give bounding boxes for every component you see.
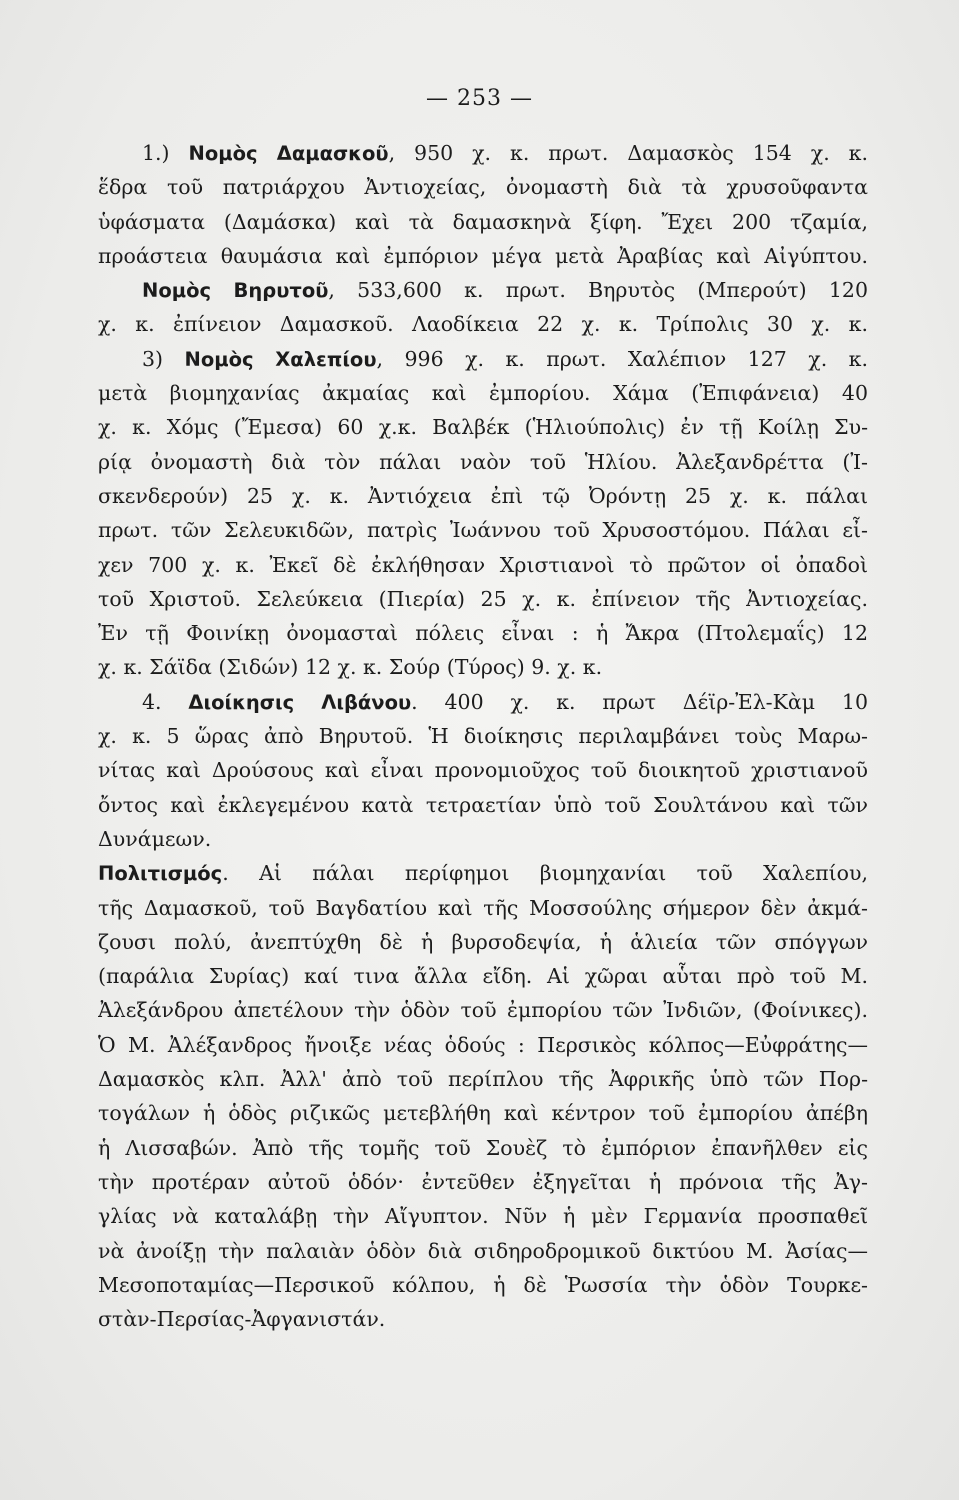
line-text: . 400 χ. κ. πρωτ Δέϊρ-Ἐλ-Κὰμ 10	[411, 689, 868, 714]
text-line	[98, 170, 868, 204]
text-line	[98, 1302, 868, 1336]
section-heading: Νομὸς Χαλεπίου	[184, 347, 377, 371]
line-text: ὄντος καὶ ἐκλεγεμένου κατὰ τετραετίαν ὑπὸ τοῦ Σουλτάνου καὶ τῶν	[98, 792, 868, 817]
text-line	[98, 891, 868, 925]
text-line	[98, 548, 868, 582]
text-line	[98, 342, 868, 376]
line-text: , 996 χ. κ. πρωτ. Χαλέπιον 127 χ. κ.	[376, 346, 868, 371]
line-text: χ. κ. Χόμς (Ἔμεσα) 60 χ.κ. Βαλβέκ (Ἡλιούπολις) ἐν τῇ Κοίλῃ Συ-	[98, 415, 868, 440]
line-text: , 950 χ. κ. πρωτ. Δαμασκὸς 154 χ. κ.	[388, 141, 868, 165]
line-text: χεν 700 χ. κ. Ἐκεῖ δὲ ἐκλήθησαν Χριστιανοὶ τὸ πρῶτον οἱ ὀπαδοὶ	[98, 552, 868, 577]
text-line	[98, 1096, 868, 1130]
text-line	[98, 205, 868, 239]
section-heading: Νομὸς Δαμασκοῦ	[188, 142, 389, 165]
text-line	[98, 685, 868, 719]
line-text: Ὁ Μ. Ἀλέξανδρος ἤνοιξε νέας ὁδούς : Περσικὸς κόλπος—Εὐφράτης—	[98, 1032, 868, 1057]
text-line	[98, 1131, 868, 1165]
page-number: — 253 —	[426, 86, 533, 111]
line-text: τογάλων ἡ ὁδὸς ριζικῶς μετεβλήθη καὶ κέντρον τοῦ ἐμπορίου ἀπέβη	[98, 1101, 868, 1126]
line-text: νίτας καὶ Δρούσους καὶ εἶναι προνομιοῦχος τοῦ διοικητοῦ χριστιανοῦ	[98, 758, 868, 783]
text-line	[98, 650, 868, 684]
line-text: Ἐν τῇ Φοινίκῃ ὀνομασταὶ πόλεις εἶναι : ἡ Ἄκρα (Πτολεμαΐς) 12	[98, 621, 868, 646]
body-text	[98, 136, 868, 1336]
line-text: Δαμασκὸς κλπ. Ἀλλ' ἀπὸ τοῦ περίπλου τῆς Ἀφρικῆς ὑπὸ τῶν Πορ-	[98, 1067, 868, 1092]
text-line	[98, 136, 868, 170]
line-text: χ. κ. ἐπίνειον Δαμασκοῦ. Λαοδίκεια 22 χ. κ. Τρίπολις 30 χ. κ.	[98, 312, 868, 337]
section-number: 4.	[142, 689, 189, 714]
text-line	[98, 1028, 868, 1062]
line-text: ζουσι πολύ, ἀνεπτύχθη δὲ ἡ βυρσοδεψία, ἡ ἁλιεία τῶν σπόγγων	[98, 929, 868, 954]
text-line	[98, 788, 868, 822]
line-text: τοῦ Χριστοῦ. Σελεύκεια (Πιερία) 25 χ. κ. ἐπίνειον τῆς Ἀντιοχείας.	[98, 586, 868, 611]
line-text: νὰ ἀνοίξῃ τὴν παλαιὰν ὁδὸν διὰ σιδηροδρομικοῦ δικτύου Μ. Ἀσίας—	[98, 1238, 868, 1263]
line-text: γλίας νὰ καταλάβῃ τὴν Αἴγυπτον. Νῦν ἡ μὲν Γερμανία προσπαθεῖ	[98, 1204, 868, 1229]
text-line	[98, 410, 868, 444]
line-text: στὰν-Περσίας-Ἀφγανιστάν.	[98, 1307, 386, 1332]
text-line	[98, 719, 868, 753]
section-number: 3)	[142, 346, 185, 371]
text-line	[98, 307, 868, 341]
line-text: προάστεια θαυμάσια καὶ ἐμπόριον μέγα μετὰ Ἀραβίας καὶ Αἰγύπτου.	[98, 243, 868, 268]
text-line	[98, 445, 868, 479]
text-line	[98, 959, 868, 993]
section-heading: Πολιτισμός	[98, 862, 223, 886]
text-line	[98, 1165, 868, 1199]
text-line	[98, 925, 868, 959]
text-line	[98, 376, 868, 410]
line-text: . Αἱ πάλαι περίφημοι βιομηχανίαι τοῦ Χαλεπίου,	[222, 861, 868, 886]
text-line	[98, 1268, 868, 1302]
line-text: μετὰ βιομηχανίας ἀκμαίας καὶ ἐμπορίου. Χάμα (Ἐπιφάνεια) 40	[98, 381, 868, 406]
line-text: ἕδρα τοῦ πατριάρχου Ἀντιοχείας, ὀνομαστὴ διὰ τὰ χρυσοῦφαντα	[98, 175, 868, 200]
line-text: ὑφάσματα (Δαμάσκα) καὶ τὰ δαμασκηνὰ ξίφη. Ἔχει 200 τζαμία,	[98, 209, 868, 234]
line-text: σκενδερούν) 25 χ. κ. Ἀντιόχεια ἐπὶ τῷ Ὀρόντῃ 25 χ. κ. πάλαι	[98, 483, 868, 508]
section-number: 1.)	[142, 141, 189, 165]
line-text: Ἀλεξάνδρου ἀπετέλουν τὴν ὁδὸν τοῦ ἐμπορίου τῶν Ἰνδιῶν, (Φοίνικες).	[98, 998, 868, 1023]
text-line	[98, 513, 868, 547]
line-text: πρωτ. τῶν Σελευκιδῶν, πατρὶς Ἰωάννου τοῦ Χρυσοστόμου. Πάλαι εἶ-	[98, 518, 868, 543]
text-line	[98, 1062, 868, 1096]
line-text: ρίᾳ ὀνομαστὴ διὰ τὸν πάλαι ναὸν τοῦ Ἡλίου. Ἀλεξανδρέττα (Ἰ-	[98, 449, 868, 474]
line-text: , 533,600 κ. πρωτ. Βηρυτὸς (Μπερούτ) 120	[328, 278, 868, 303]
line-text: Μεσοποταμίας—Περσικοῦ κόλπου, ἡ δὲ Ῥωσσία τὴν ὁδὸν Τουρκε-	[98, 1272, 868, 1297]
text-line	[98, 479, 868, 513]
line-text: τῆς Δαμασκοῦ, τοῦ Βαγδατίου καὶ τῆς Μοσσούλης σήμερον δὲν ἀκμά-	[98, 895, 868, 920]
text-line	[98, 273, 868, 307]
line-text: τὴν προτέραν αὐτοῦ ὁδόν· ἐντεῦθεν ἐξηγεῖται ἡ πρόνοια τῆς Ἀγ-	[98, 1169, 868, 1194]
text-line	[98, 822, 868, 856]
line-text: χ. κ. Σάϊδα (Σιδών) 12 χ. κ. Σούρ (Τύρος) 9. χ. κ.	[98, 655, 603, 680]
text-line	[98, 1199, 868, 1233]
line-text: (παράλια Συρίας) καί τινα ἄλλα εἴδη. Αἱ χῶραι αὗται πρὸ τοῦ Μ.	[98, 964, 868, 989]
text-line	[98, 993, 868, 1027]
text-line	[98, 616, 868, 650]
text-line	[98, 856, 868, 890]
text-line	[98, 582, 868, 616]
section-heading: Νομὸς Βηρυτοῦ	[142, 279, 329, 303]
line-text: Δυνάμεων.	[98, 826, 212, 851]
text-line	[98, 1234, 868, 1268]
section-heading: Διοίκησις Λιβάνου	[188, 690, 412, 714]
text-line	[98, 239, 868, 273]
text-line	[98, 753, 868, 787]
line-text: ἡ Λισσαβών. Ἀπὸ τῆς τομῆς τοῦ Σουὲζ τὸ ἐμπόριον ἐπανῆλθεν εἰς	[98, 1135, 868, 1160]
line-text: χ. κ. 5 ὥρας ἀπὸ Βηρυτοῦ. Ἡ διοίκησις περιλαμβάνει τοὺς Μαρω-	[98, 724, 868, 749]
